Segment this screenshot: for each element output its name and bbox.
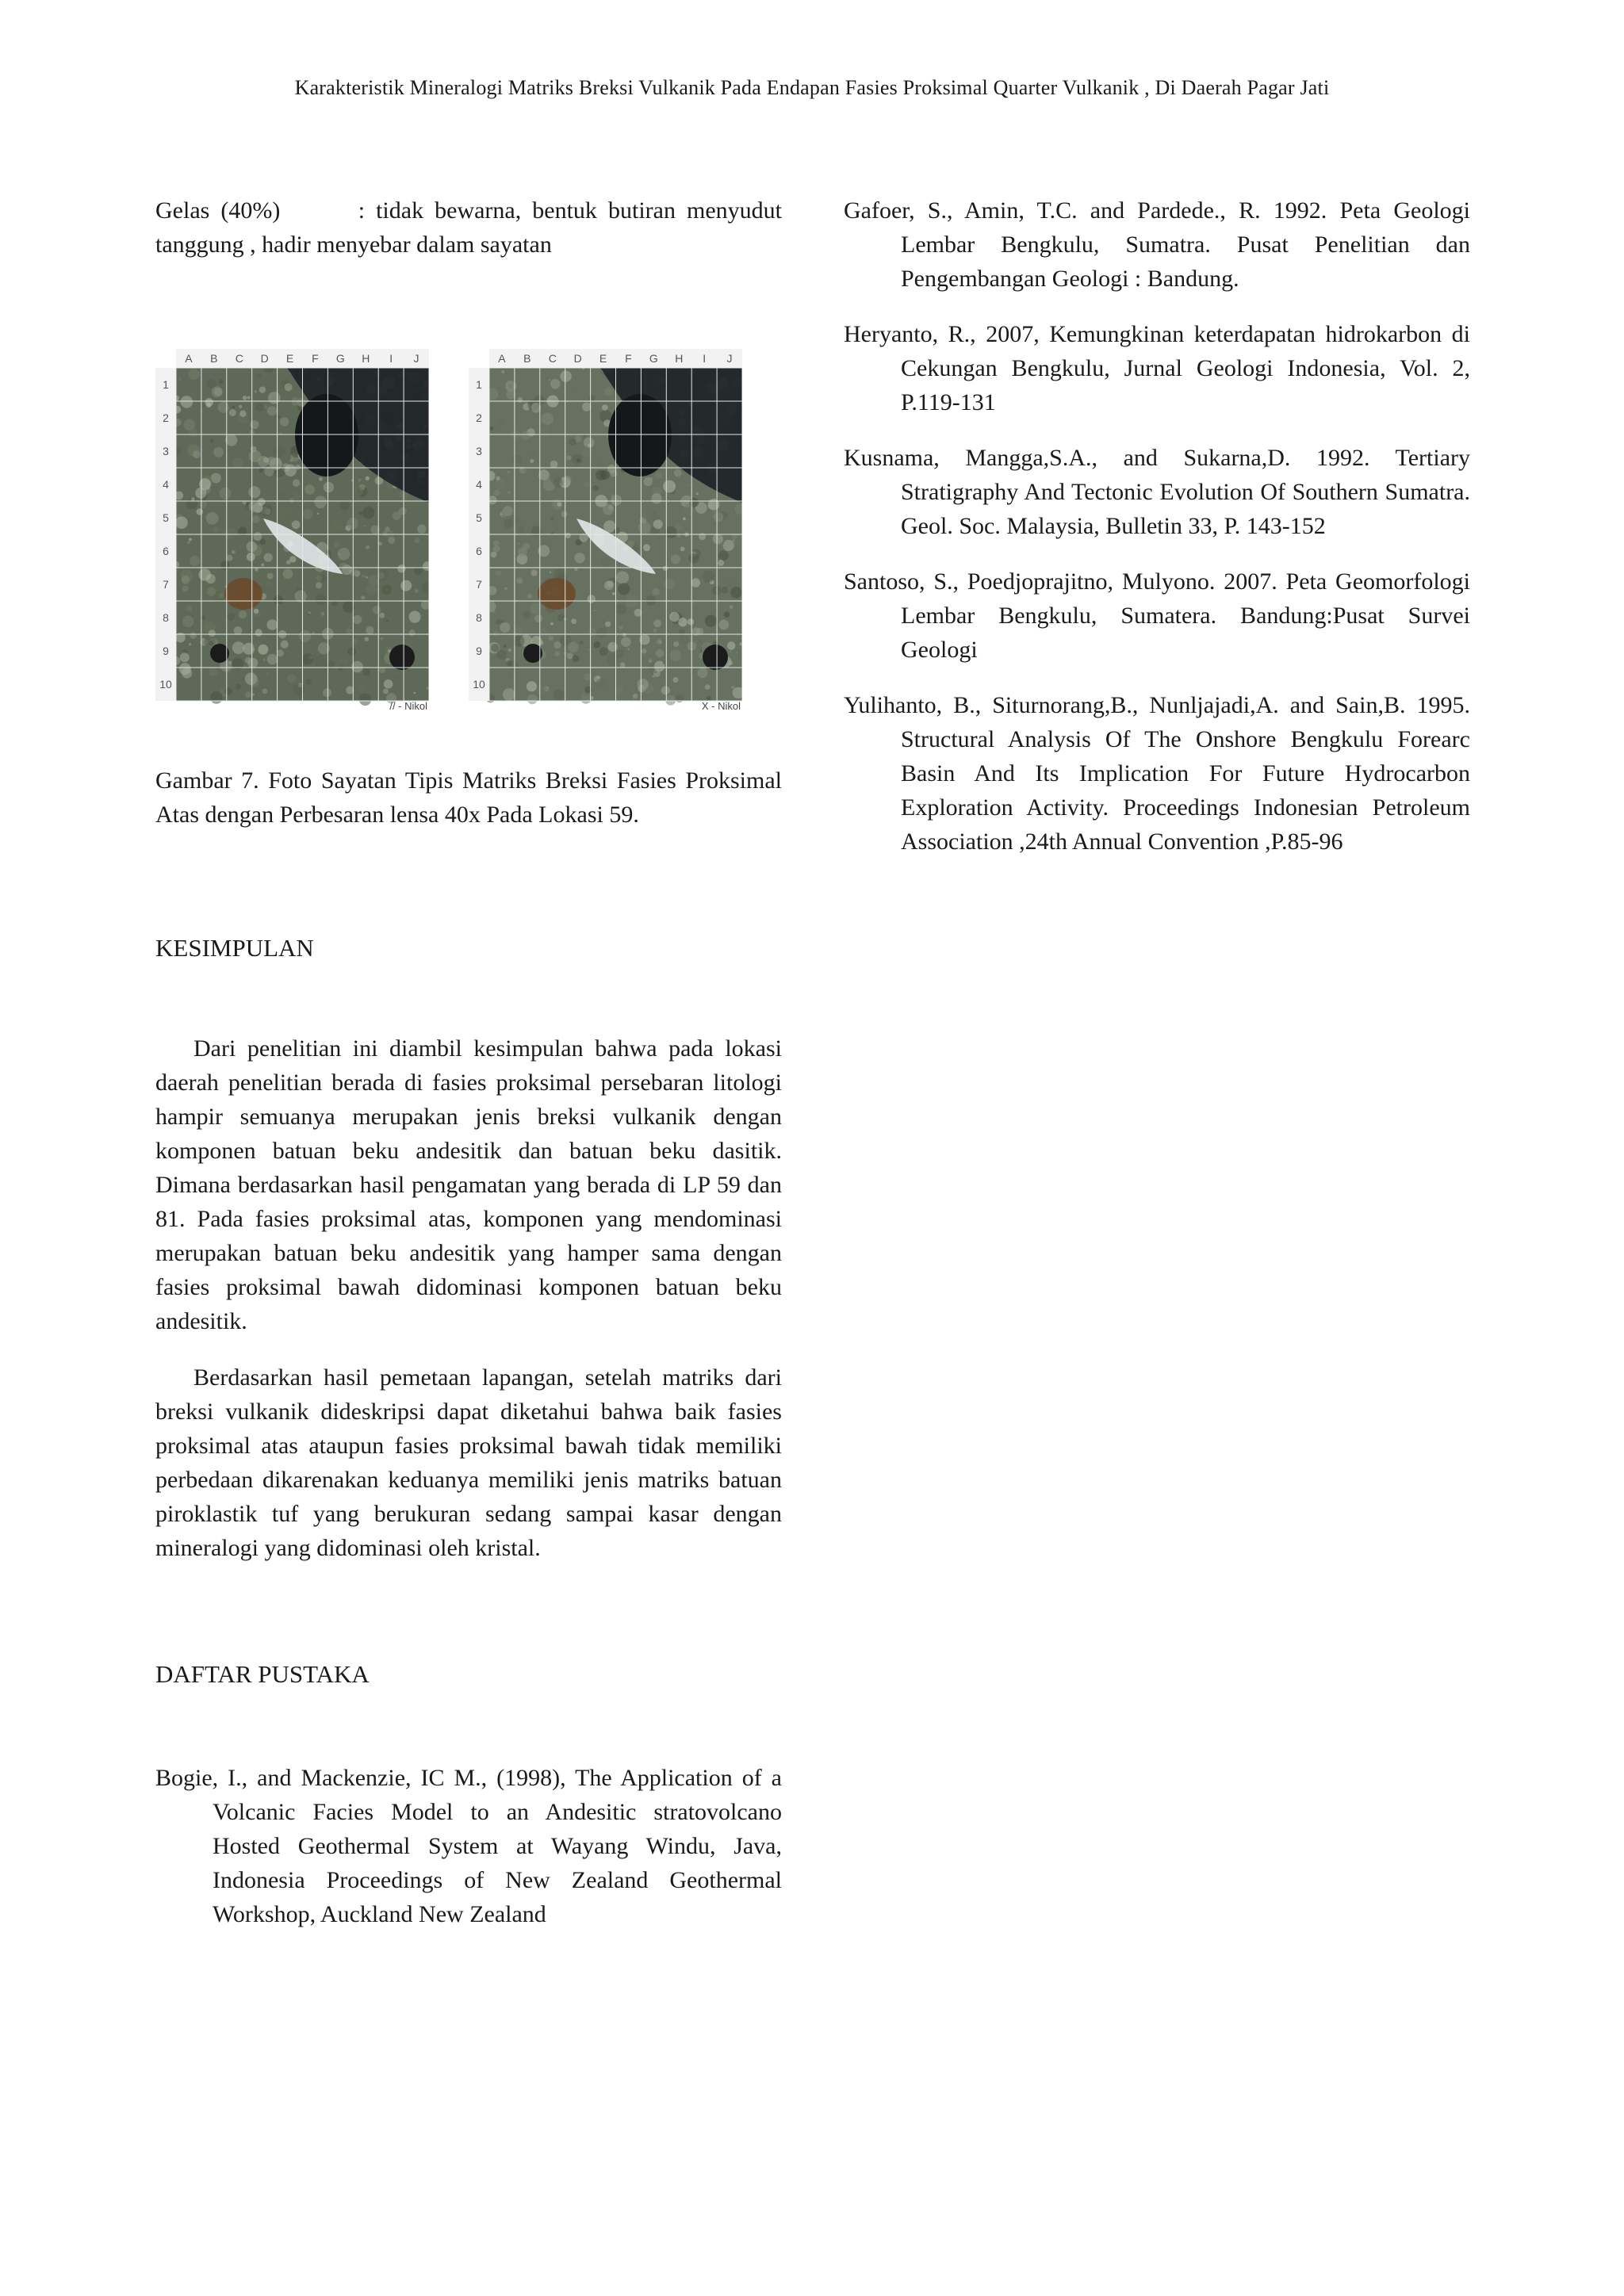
grid-row-label: 8 xyxy=(476,611,482,624)
grid-row-label: 4 xyxy=(476,478,482,491)
grid-column-label: D xyxy=(573,352,582,365)
grid-row-label: 7 xyxy=(163,578,169,591)
grid-row-label: 3 xyxy=(476,445,482,457)
figure-caption: Gambar 7. Foto Sayatan Tipis Matriks Breksi Fasies Proksimal Atas dengan Perbesaran lensa 40x Pada Lokasi 59. xyxy=(155,767,782,828)
grid-column-label: H xyxy=(362,352,370,365)
grid-row-label: 6 xyxy=(476,545,482,557)
grid-row-label: 6 xyxy=(163,545,169,557)
reference-gafoer: Gafoer, S., Amin, T.C. and Pardede., R. 1992. Peta Geologi Lembar Bengkulu, Sumatra. Pusat Penelitian dan Pengembangan Geologi : Bandung. xyxy=(844,197,1470,292)
grid-row-label: 8 xyxy=(163,611,169,624)
grid-row-label: 2 xyxy=(163,411,169,424)
grid-column-label: H xyxy=(675,352,684,365)
grid-column-label: I xyxy=(389,352,393,365)
grid-row-label: 10 xyxy=(473,678,485,691)
reference-bogie: Bogie, I., and Mackenzie, IC M., (1998), The Application of a Volcanic Facies Model to an Andesitic stratovolcano Hosted Geothermal System at Wayang Windu, Java, Indonesia Proceedings of New Zealand Geothermal Workshop, Auckland New Zealand xyxy=(155,1765,782,1927)
grid-row-label: 5 xyxy=(476,511,482,524)
right-column xyxy=(844,193,1470,880)
grid-column-label: C xyxy=(235,352,243,365)
grid-row-label: 3 xyxy=(163,445,169,457)
thin-section-figure xyxy=(155,349,742,720)
conclusion-paragraph-1: Dari penelitian ini diambil kesimpulan bahwa pada lokasi daerah penelitian berada di fasies proksimal persebaran litologi hampir semuanya merupakan jenis breksi vulkanik dengan komponen batuan beku andesitik dan batuan beku dasitik. Dimana berdasarkan hasil pengamatan yang berada di LP 59 dan 81. Pada fasies proksimal atas, komponen yang mendominasi merupakan batuan beku andesitik yang hamper sama dengan fasies proksimal bawah didominasi komponen batuan beku andesitik. xyxy=(155,1035,782,1334)
thin-section-photo-left xyxy=(155,349,429,720)
grid-column-label: F xyxy=(312,352,319,365)
grid-row-label: 10 xyxy=(159,678,172,691)
grid-row-label: 1 xyxy=(476,378,482,391)
grid-column-label: J xyxy=(726,352,733,365)
thin-section-photo-right xyxy=(469,349,742,720)
grid-column-label: B xyxy=(523,352,531,365)
thin-section-crossed-nicol xyxy=(469,349,742,720)
thin-section-parallel-nicol xyxy=(155,349,429,720)
gelas-description: Gelas (40%) : tidak bewarna, bentuk butiran menyudut tanggung , hadir menyebar dalam sayatan xyxy=(155,197,782,258)
grid-column-label: G xyxy=(335,352,345,365)
grid-column-label: A xyxy=(185,352,193,365)
panel-label-right: X - Nikol xyxy=(701,700,741,712)
grid-row-label: 9 xyxy=(163,645,169,657)
grid-row-label: 4 xyxy=(163,478,169,491)
reference-yulihanto: Yulihanto, B., Siturnorang,B., Nunljajadi,A. and Sain,B. 1995. Structural Analysis Of The Onshore Bengkulu Forearc Basin And Its Implication For Future Hydrocarbon Exploration Activity. Proceedings Indonesian Petroleum Association ,24th Annual Convention ,P.85-96 xyxy=(844,692,1470,855)
section-title-daftar-pustaka: DAFTAR PUSTAKA xyxy=(155,1660,370,1688)
grid-column-label: D xyxy=(260,352,269,365)
panel-label-left: // - Nikol xyxy=(389,700,427,712)
reference-heryanto: Heryanto, R., 2007, Kemungkinan keterdapatan hidrokarbon di Cekungan Bengkulu, Jurnal Geologi Indonesia, Vol. 2, P.119-131 xyxy=(844,321,1470,415)
grid-column-label: I xyxy=(703,352,707,365)
grid-column-label: E xyxy=(599,352,607,365)
grid-row-label: 9 xyxy=(476,645,482,657)
running-header: Karakteristik Mineralogi Matriks Breksi Vulkanik Pada Endapan Fasies Proksimal Quarter Vulkanik , Di Daerah Pagar Jati xyxy=(294,76,1330,99)
grid-column-label: E xyxy=(285,352,294,365)
conclusion-paragraph-2: Berdasarkan hasil pemetaan lapangan, setelah matriks dari breksi vulkanik dideskripsi dapat diketahui bahwa baik fasies proksimal atas ataupun fasies proksimal bawah tidak memiliki perbedaan dikarenakan keduanya memiliki jenis matriks batuan piroklastik tuf yang berukuran sedang sampai kasar dengan mineralogi yang didominasi oleh kristal. xyxy=(155,1364,782,1561)
grid-column-label: F xyxy=(625,352,632,365)
grid-row-label: 7 xyxy=(476,578,482,591)
grid-row-label: 1 xyxy=(163,378,169,391)
grid-column-label: G xyxy=(649,352,658,365)
reference-kusnama: Kusnama, Mangga,S.A., and Sukarna,D. 1992. Tertiary Stratigraphy And Tectonic Evolution Of Southern Sumatra. Geol. Soc. Malaysia, Bulletin 33, P. 143-152 xyxy=(844,445,1470,539)
reference-santoso: Santoso, S., Poedjoprajitno, Mulyono. 2007. Peta Geomorfologi Lembar Bengkulu, Sumatera. Bandung:Pusat Survei Geologi xyxy=(844,568,1470,663)
grid-row-label: 2 xyxy=(476,411,482,424)
grid-column-label: J xyxy=(413,352,419,365)
grid-column-label: C xyxy=(548,352,557,365)
left-column xyxy=(155,193,782,1953)
section-title-kesimpulan: KESIMPULAN xyxy=(155,934,314,962)
grid-column-label: A xyxy=(498,352,506,365)
grid-column-label: B xyxy=(210,352,218,365)
grid-row-label: 5 xyxy=(163,511,169,524)
